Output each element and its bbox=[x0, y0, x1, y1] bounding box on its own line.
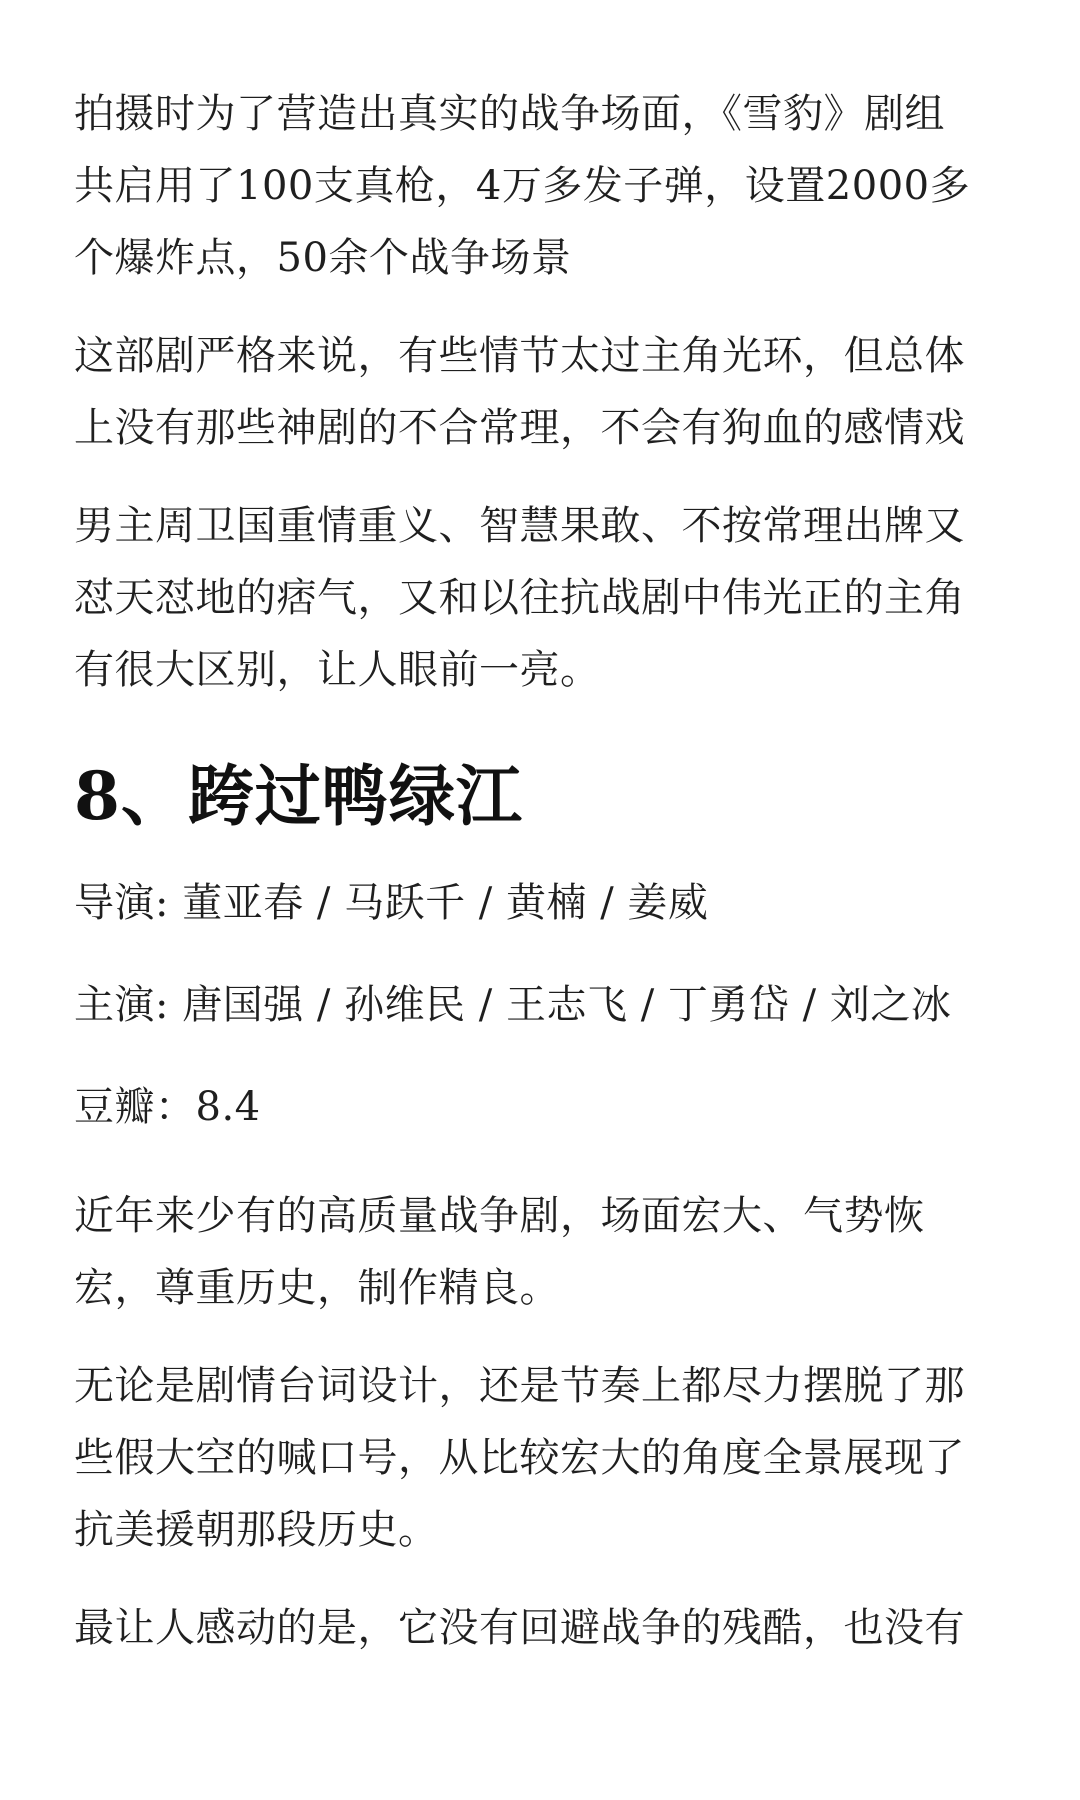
paragraph-xuebao-protagonist bbox=[74, 490, 1010, 706]
paragraph-xuebao-review bbox=[74, 320, 1010, 464]
text-line: 上没有那些神剧的不合常理，不会有狗血的感情戏 bbox=[74, 405, 965, 451]
text-line: 近年来少有的高质量战争剧，场面宏大、气势恢 bbox=[74, 1193, 925, 1239]
text-line: 无论是剧情台词设计，还是节奏上都尽力摆脱了那 bbox=[74, 1363, 965, 1409]
text-line: 有很大区别，让人眼前一亮。 bbox=[74, 647, 601, 693]
paragraph-xuebao-production bbox=[74, 78, 1010, 294]
director-line: 导演: 董亚春 / 马跃千 / 黄楠 / 姜威 bbox=[74, 880, 709, 926]
paragraph-cruelty bbox=[74, 1592, 1010, 1664]
text-line: 抗美援朝那段历史。 bbox=[74, 1507, 439, 1553]
section-heading: 8、跨过鸭绿江 bbox=[74, 757, 523, 835]
paragraph-summary bbox=[74, 1180, 1010, 1324]
text-line: 共启用了100支真枪，4万多发子弹，设置2000多 bbox=[74, 163, 971, 209]
text-line: 最让人感动的是，它没有回避战争的残酷，也没有 bbox=[74, 1605, 965, 1651]
text-line: 宏，尊重历史，制作精良。 bbox=[74, 1265, 560, 1311]
text-line: 怼天怼地的痞气，又和以往抗战剧中伟光正的主角 bbox=[74, 575, 965, 621]
text-line: 些假大空的喊口号，从比较宏大的角度全景展现了 bbox=[74, 1435, 965, 1481]
text-line: 这部剧严格来说，有些情节太过主角光环，但总体 bbox=[74, 333, 965, 379]
article-body bbox=[74, 78, 1010, 1690]
text-line: 男主周卫国重情重义、智慧果敢、不按常理出牌又 bbox=[74, 503, 965, 549]
paragraph-history bbox=[74, 1350, 1010, 1566]
cast-line: 主演: 唐国强 / 孙维民 / 王志飞 / 丁勇岱 / 刘之冰 bbox=[74, 982, 952, 1028]
douban-rating: 豆瓣：8.4 bbox=[74, 1084, 261, 1130]
text-line: 个爆炸点，50余个战争场景 bbox=[74, 235, 572, 281]
text-line: 拍摄时为了营造出真实的战争场面，《雪豹》剧组 bbox=[74, 91, 945, 137]
